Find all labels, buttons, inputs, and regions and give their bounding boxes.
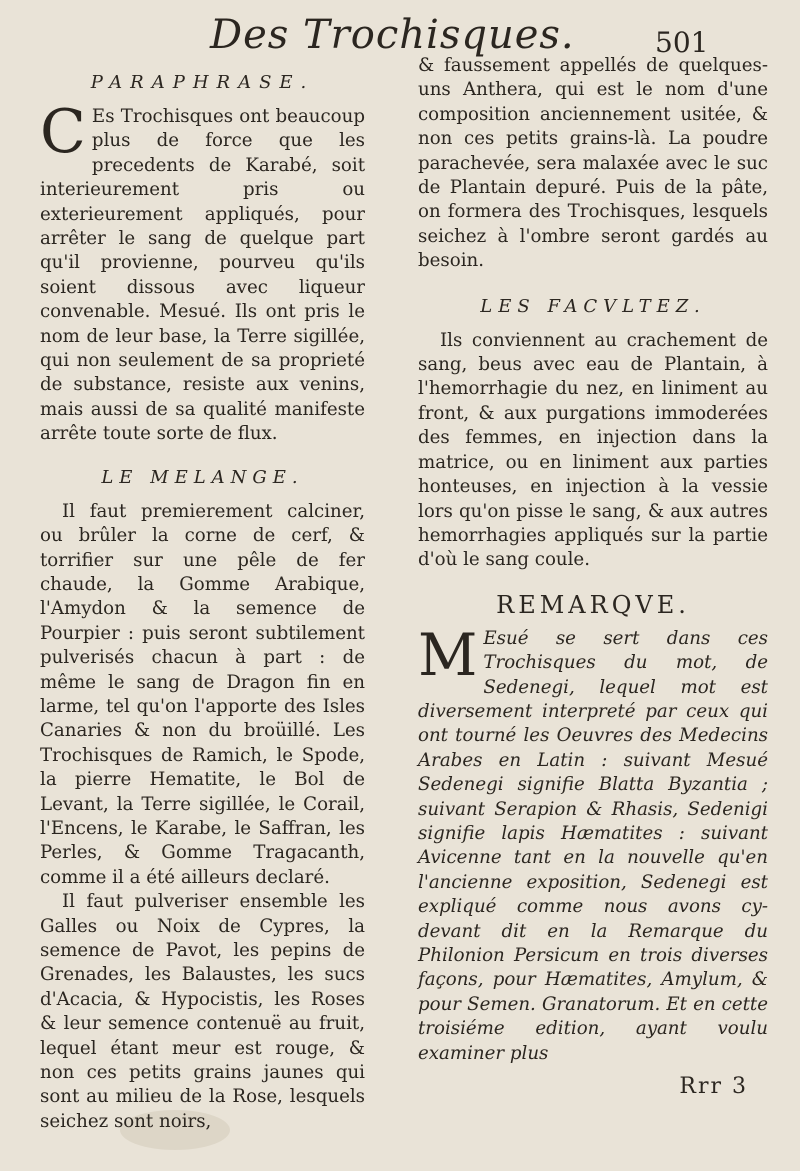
running-title: Des Trochisques.	[210, 12, 575, 58]
signature-mark: Rrr 3	[679, 1074, 748, 1100]
heading-paraphrase: PARAPHRASE.	[90, 72, 315, 93]
paragraph-text: Es Trochisques ont beaucoup plus de force que les precedents de Karabé, soit interieurement pris ou exterieurement appliqués, pour arrêter le sang de quelque part qu'il provienne, pourveu qu'ils soient dissous avec liqueur convenable. Mesué. Ils ont pris le nom de leur base, la Terre sigillée, qui non seulement de sa proprieté de substance, resiste aux venins, mais aussi de sa qualité manifeste arrête toute sorte de flux.	[40, 106, 365, 445]
paragraph-pulveriser: Il faut pulveriser ensemble les Galles ou Noix de Cypres, la semence de Pavot, les pepins de Grenades, les Balaustes, les sucs d'Acacia, & Hypocistis, les Roses & leur semence contenuë au fruit, lequel étant meur est rouge, & non ces petits grains jaunes qui sont au milieu de la Rose, lesquels seichez sont noirs,	[40, 891, 365, 1132]
left-column	[40, 72, 365, 1134]
paragraph-paraphrase	[40, 97, 365, 447]
paragraph-continuation: & faussement appellés de quelques-uns Anthera, qui est le nom d'une composition anciennement usitée, & non ces petits grains-là. La poudre parachevée, sera malaxée avec le suc de Plantain depuré. Puis de la pâte, on formera des Trochisques, lesquels seichez à l'ombre seront gardés au besoin.	[418, 55, 768, 272]
paragraph-remarque	[418, 620, 768, 1066]
page-number: 501	[655, 26, 709, 59]
paragraph-melange: Il faut premierement calciner, ou brûler la corne de cerf, & torrifier sur une pêle de fer chaude, la Gomme Arabique, l'Amydon & la semence de Pourpier : puis seront subtilement pulverisés chacun à part : de même le sang de Dragon fin en larme, tel qu'on l'apporte des Isles Canaries & non du broüillé. Les Trochisques de Ramich, le Spode, la pierre Hematite, le Bol de Levant, la Terre sigillée, le Corail, l'Encens, le Karabe, le Saffran, les Perles, & Gomme Tragacanth, comme il a été ailleurs declaré.	[40, 500, 365, 888]
drop-cap: M	[418, 620, 478, 689]
heading-melange: LE MELANGE.	[101, 466, 304, 488]
paragraph-text: Esué se sert dans ces Trochisques du mot, de Sedenegi, lequel mot est diversement interpreté par ceux qui ont tourné les Oeuvres des Medecins Arabes en Latin : suivant Mesué Sedenegi signifie Blatta Byzantia ; suivant Serapion & Rhasis, Sedenigi signifie lapis Hæmatites : suivant Avicenne tant en la nouvelle qu'en l'ancienne exposition, Sedenegi est expliqué comme nous avons cy-devant dit en la Remarque du Philonion Persicum en trois diverses façons, pour Hæmatites, Amylum, & pour Semen. Granatorum. Et en cette troisiéme edition, ayant voulu examiner plus	[418, 627, 768, 1064]
drop-cap: C	[40, 97, 86, 167]
heading-remarque: REMARQVE.	[496, 590, 690, 619]
right-column	[418, 54, 768, 1099]
heading-facultez: LES FACVLTEZ.	[480, 295, 706, 317]
paragraph-facultez: Ils conviennent au crachement de sang, beus avec eau de Plantain, à l'hemorrhagie du nez, en liniment au front, & aux purgations immoderées des femmes, en injection dans la matrice, ou en liniment aux parties honteuses, en injection à la vessie lors qu'on pisse le sang, & aux autres hemorrhagies appliqués sur la partie d'où le sang coule.	[418, 329, 768, 571]
